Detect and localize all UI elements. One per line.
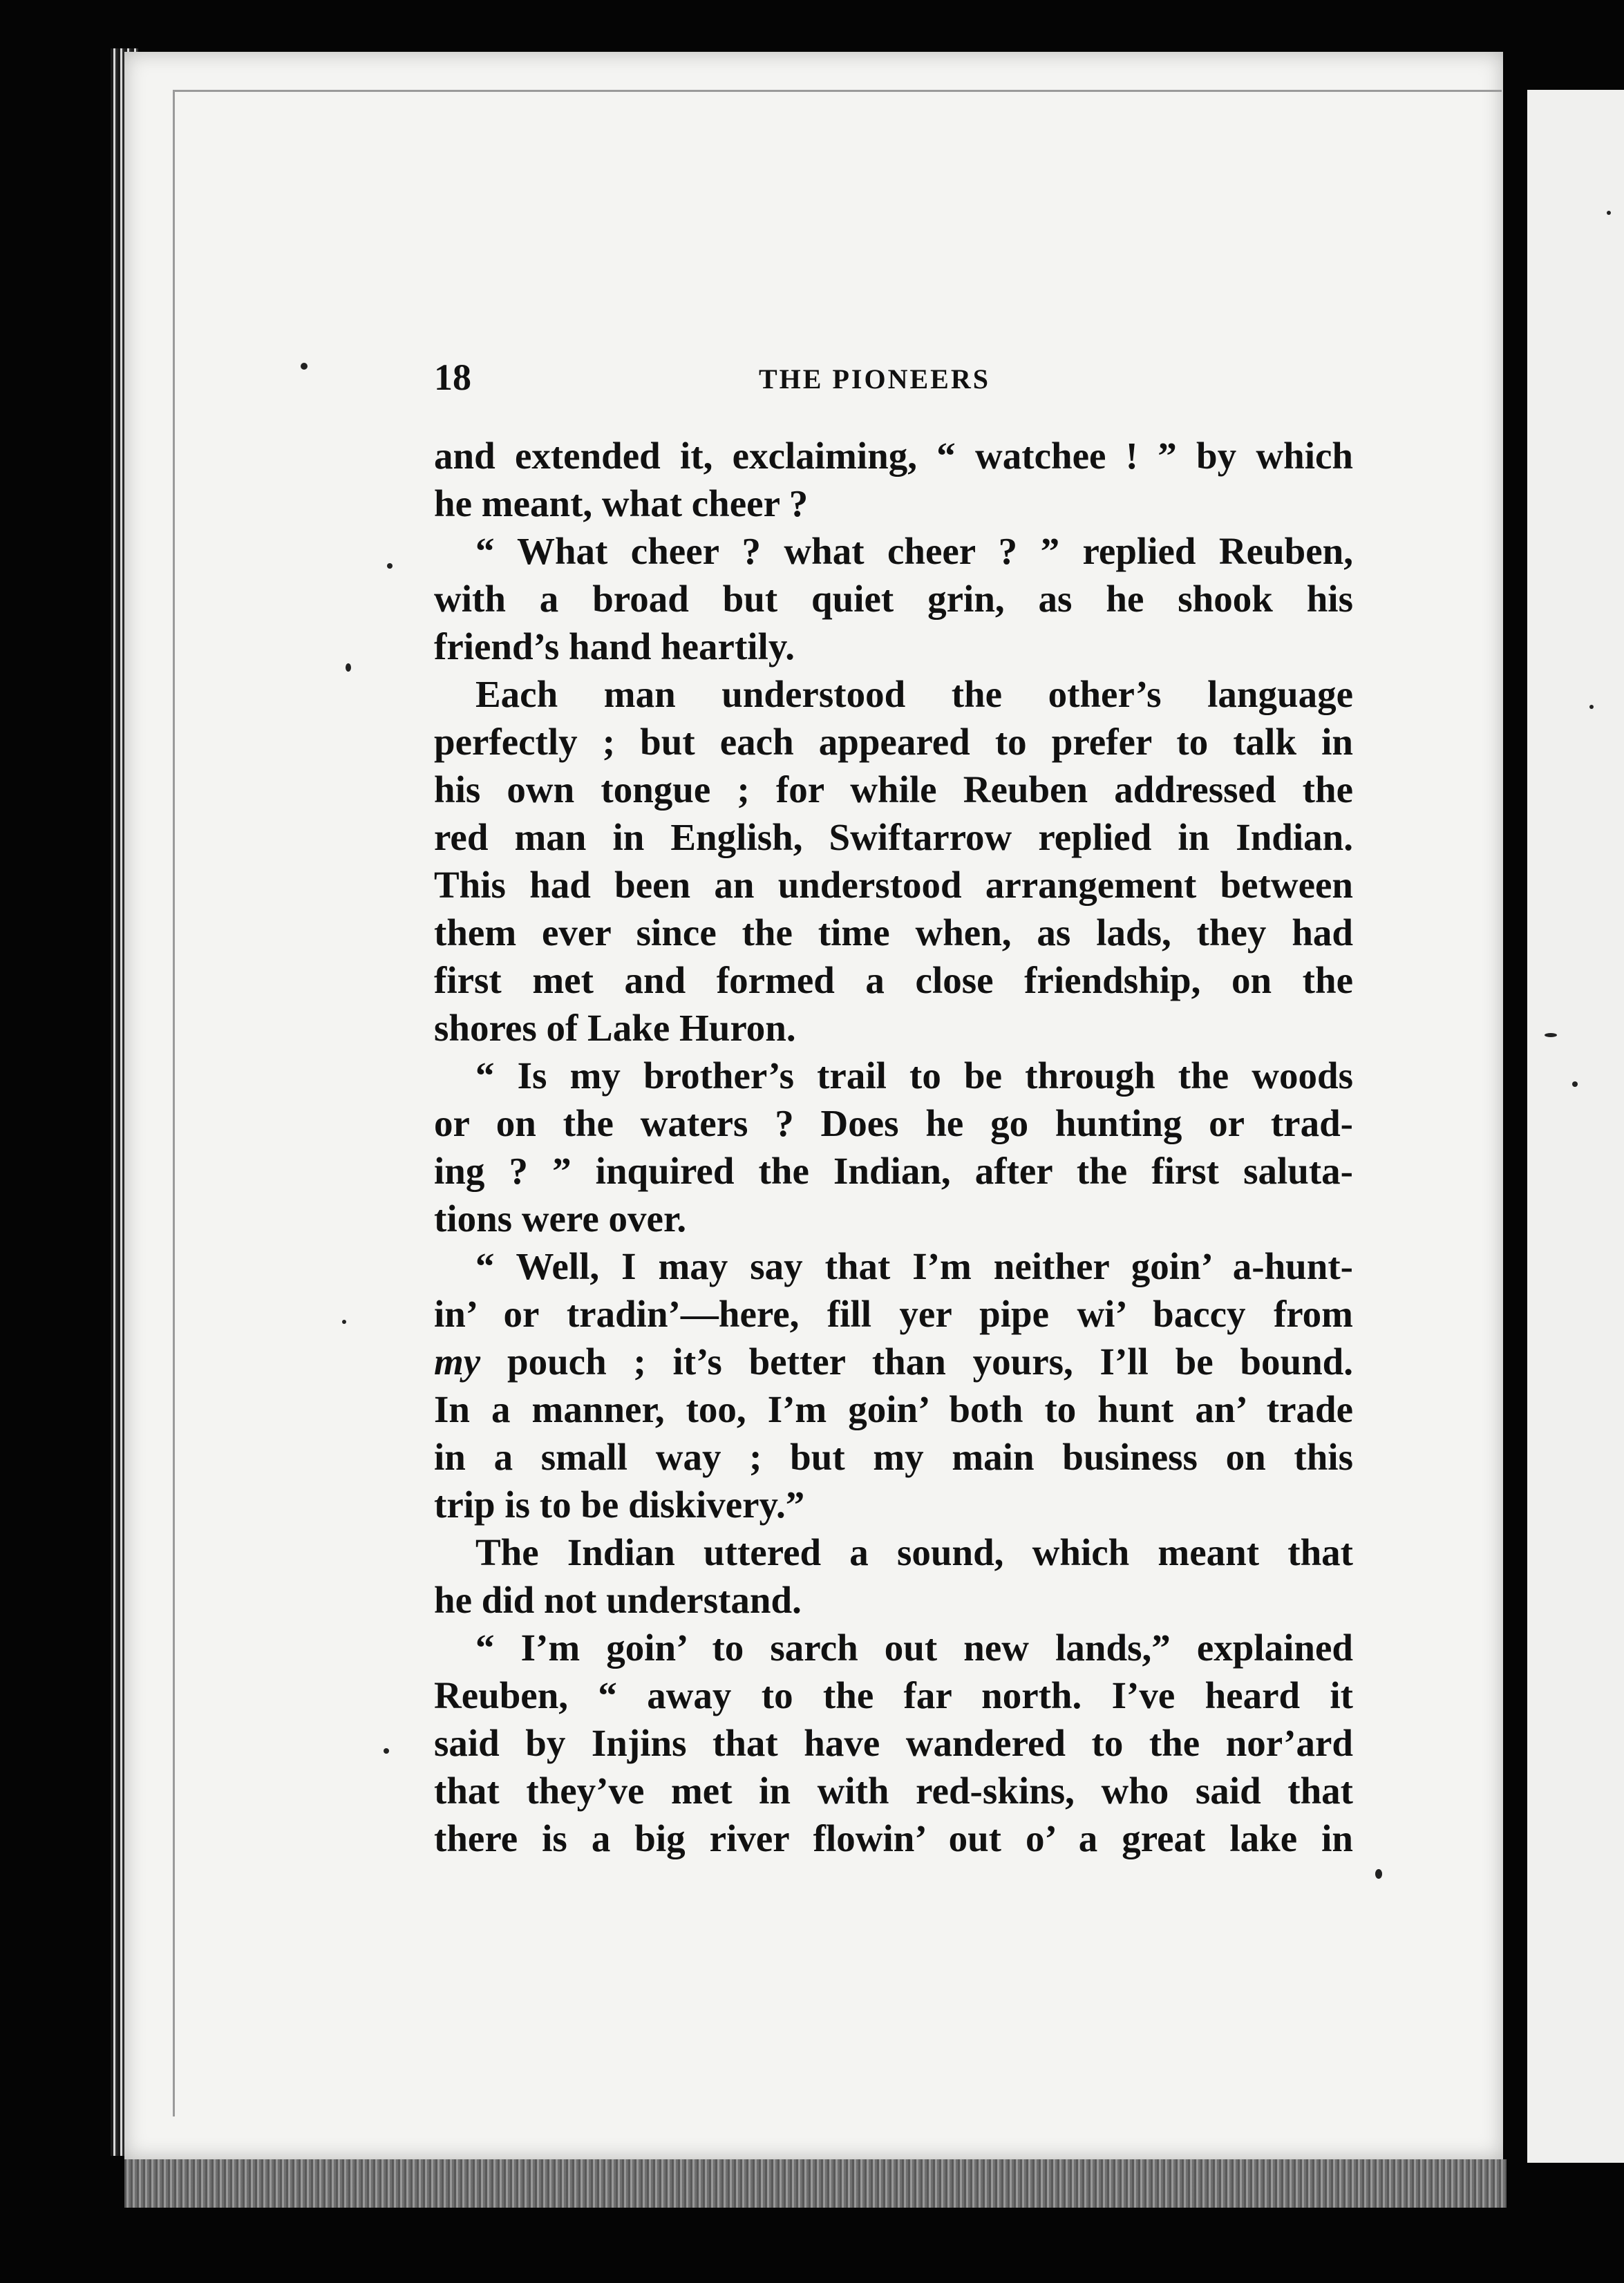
text-line: in a small way ; but my main business on this bbox=[434, 1436, 1353, 1478]
text-line: with a broad but quiet grin, as he shook his bbox=[434, 578, 1353, 620]
text-line: “ What cheer ? what cheer ? ” replied Reuben, bbox=[475, 530, 1353, 572]
scan-speck bbox=[1572, 1081, 1578, 1087]
scan-speck bbox=[1375, 1869, 1382, 1879]
text-line: said by Injins that have wandered to the nor’ard bbox=[434, 1722, 1353, 1764]
text-line: red man in English, Swiftarrow replied in Indian. bbox=[434, 816, 1353, 858]
text-line: “ Well, I may say that I’m neither goin’ a-hunt- bbox=[475, 1245, 1353, 1287]
text-line: friend’s hand heartily. bbox=[434, 625, 795, 667]
page-number: 18 bbox=[434, 357, 471, 398]
text-line-rest: pouch ; it’s better than yours, I’ll be bound. bbox=[480, 1341, 1353, 1383]
text-line: This had been an understood arrangement between bbox=[434, 864, 1353, 906]
text-line: Reuben, “ away to the far north. I’ve heard it bbox=[434, 1674, 1353, 1716]
text-line: ing ? ” inquired the Indian, after the first saluta- bbox=[434, 1150, 1353, 1192]
text-line: “ Is my brother’s trail to be through the woods bbox=[475, 1054, 1353, 1097]
text-line: them ever since the time when, as lads, they had bbox=[434, 911, 1353, 954]
text-line: Each man understood the other’s language bbox=[475, 673, 1353, 715]
page-header bbox=[434, 356, 1353, 404]
text-line-composite bbox=[434, 1338, 1353, 1385]
text-line: that they’ve met in with red-skins, who said that bbox=[434, 1770, 1353, 1812]
scan-speck bbox=[387, 563, 393, 569]
scan-speck bbox=[342, 1320, 346, 1324]
scan-speck bbox=[1545, 1033, 1557, 1037]
text-line: he meant, what cheer ? bbox=[434, 482, 809, 524]
text-line: first met and formed a close friendship, on the bbox=[434, 959, 1353, 1001]
italic-word: my bbox=[434, 1341, 481, 1383]
running-head: THE PIONEERS bbox=[759, 363, 990, 395]
body-text bbox=[434, 432, 1353, 1862]
scan-speck bbox=[346, 663, 351, 672]
text-line: and extended it, exclaiming, “ watchee ! ” by which bbox=[434, 435, 1353, 477]
scan-speck bbox=[384, 1748, 389, 1754]
text-line: perfectly ; but each appeared to prefer to talk in bbox=[434, 721, 1353, 763]
text-line: In a manner, too, I’m goin’ both to hunt an’ trade bbox=[434, 1388, 1353, 1430]
text-line: trip is to be diskivery.” bbox=[434, 1484, 805, 1526]
scan-speck bbox=[1607, 211, 1611, 215]
text-line: there is a big river flowin’ out o’ a great lake in bbox=[434, 1817, 1353, 1859]
page-bottom-edge bbox=[124, 2159, 1507, 2208]
text-line: shores of Lake Huron. bbox=[434, 1007, 796, 1049]
text-line: in’ or tradin’—here, fill yer pipe wi’ baccy from bbox=[434, 1293, 1353, 1335]
scan-speck bbox=[1589, 705, 1594, 709]
text-line: “ I’m goin’ to sarch out new lands,” explained bbox=[475, 1627, 1353, 1669]
text-line: he did not understand. bbox=[434, 1579, 802, 1621]
scan-speck bbox=[301, 363, 308, 370]
text-line: tions were over. bbox=[434, 1197, 687, 1240]
text-line: his own tongue ; for while Reuben addressed the bbox=[434, 768, 1353, 811]
facing-page-edge bbox=[1527, 90, 1624, 2163]
text-line: or on the waters ? Does he go hunting or trad- bbox=[434, 1102, 1353, 1144]
text-line: The Indian uttered a sound, which meant that bbox=[475, 1531, 1353, 1573]
